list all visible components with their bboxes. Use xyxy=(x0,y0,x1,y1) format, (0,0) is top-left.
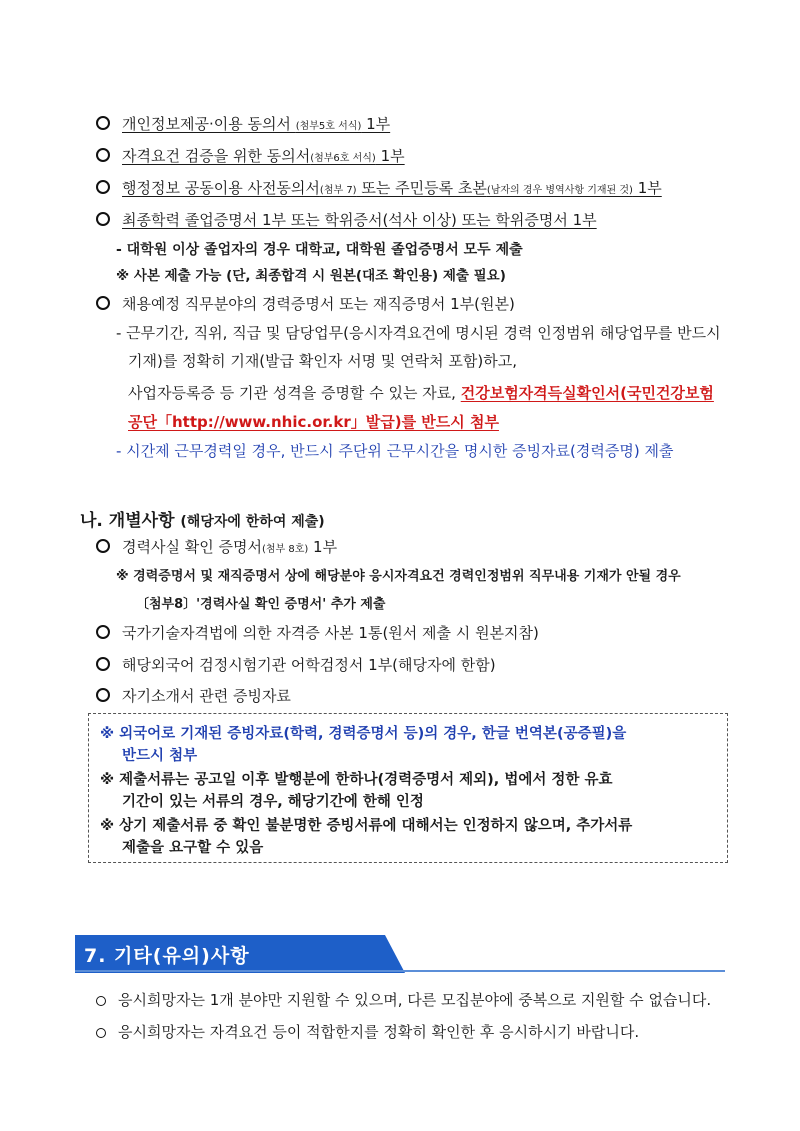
circle-bullet-icon xyxy=(96,180,110,194)
career-fact-note-2: 〔첨부8〕'경력사실 확인 증명서' 추가 제출 xyxy=(136,597,386,612)
s7-item-1: 응시희망자는 1개 분야만 지원할 수 있으며, 다른 모집분야에 중복으로 지원할 수 없습니다. xyxy=(96,990,711,1010)
sub-note-copy: ※ 사본 제출 가능 (단, 최종합격 시 원본(대조 확인용) 제출 필요) xyxy=(116,268,506,284)
circle-bullet-icon xyxy=(96,996,106,1006)
s7-item-2: 응시희망자는 자격요건 등이 적합한지를 정확히 확인한 후 응시하시기 바랍니다. xyxy=(96,1022,639,1042)
doc-item-language-cert: 해당외국어 검정시험기관 어학검정서 1부(해당자에 한함) xyxy=(96,655,496,675)
section-7-title: 7. 기타(유의)사항 xyxy=(84,945,250,967)
doc-item-privacy-consent: 개인정보제공·이용 동의서 (첨부5호 서식) 1부 xyxy=(96,114,390,137)
doc-item-tech-license: 국가기술자격법에 의한 자격증 사본 1통(원서 제출 시 원본지참) xyxy=(96,623,539,643)
circle-bullet-icon xyxy=(96,116,110,130)
notice-foreign-docs-1: ※ 외국어로 기재된 증빙자료(학력, 경력증명서 등)의 경우, 한글 번역본(공증필)을 xyxy=(100,726,627,742)
section-heading-individual: 나. 개별사항 (해당자에 한하여 제출) xyxy=(80,511,325,531)
circle-bullet-icon xyxy=(96,539,110,553)
career-detail-3: 사업자등록증 등 기관 성격을 증명할 수 있는 자료, 건강보험자격득실확인서(국민건강보험 xyxy=(128,384,714,402)
circle-bullet-icon xyxy=(96,625,110,639)
section-7-rule xyxy=(75,970,725,972)
notice-unclear-docs-1: ※ 상기 제출서류 중 확인 불분명한 증빙서류에 대해서는 인정하지 않으며, 추가서류 xyxy=(100,818,633,834)
career-detail-parttime: - 시간제 근무경력일 경우, 반드시 주단위 근무시간을 명시한 증빙자료(경력증명) 제출 xyxy=(116,442,674,460)
circle-bullet-icon xyxy=(96,688,110,702)
circle-bullet-icon xyxy=(96,1028,106,1038)
notice-foreign-docs-2: 반드시 첨부 xyxy=(122,748,198,764)
career-detail-1: - 근무기간, 직위, 직급 및 담당업무(응시자격요건에 명시된 경력 인정범위 해당업무를 반드시 xyxy=(116,324,721,342)
notice-issue-date-2: 기간이 있는 서류의 경우, 해당기간에 한해 인정 xyxy=(122,794,424,810)
doc-item-qualification-consent: 자격요건 검증을 위한 동의서(첨부6호 서식) 1부 xyxy=(96,146,405,169)
doc-item-admin-info-consent: 행정정보 공동이용 사전동의서(첨부 7) 또는 주민등록 초본(남자의 경우 병역사항 기재된 것) 1부 xyxy=(96,178,662,201)
circle-bullet-icon xyxy=(96,657,110,671)
doc-item-career-fact-cert: 경력사실 확인 증명서(첨부 8호) 1부 xyxy=(96,537,337,560)
doc-item-career-cert: 채용예정 직무분야의 경력증명서 또는 재직증명서 1부(원본) xyxy=(96,294,515,314)
doc-item-self-intro-evidence: 자기소개서 관련 증빙자료 xyxy=(96,686,291,706)
doc-item-graduation-cert: 최종학력 졸업증명서 1부 또는 학위증서(석사 이상) 또는 학위증명서 1부 xyxy=(96,210,597,230)
notice-issue-date-1: ※ 제출서류는 공고일 이후 발행분에 한하나(경력증명서 제외), 법에서 정한 유효 xyxy=(100,772,613,788)
career-detail-2: 기재)를 정확히 기재(발급 확인자 서명 및 연락처 포함)하고, xyxy=(128,352,517,370)
sub-note-graduate: - 대학원 이상 졸업자의 경우 대학교, 대학원 졸업증명서 모두 제출 xyxy=(116,242,523,258)
circle-bullet-icon xyxy=(96,212,110,226)
circle-bullet-icon xyxy=(96,148,110,162)
career-detail-4: 공단「http://www.nhic.or.kr」발급)를 반드시 첨부 xyxy=(128,413,499,431)
circle-bullet-icon xyxy=(96,296,110,310)
career-fact-note-1: ※ 경력증명서 및 재직증명서 상에 해당분야 응시자격요건 경력인정범위 직무내용 기재가 안될 경우 xyxy=(116,569,681,584)
notice-unclear-docs-2: 제출을 요구할 수 있음 xyxy=(122,840,264,856)
